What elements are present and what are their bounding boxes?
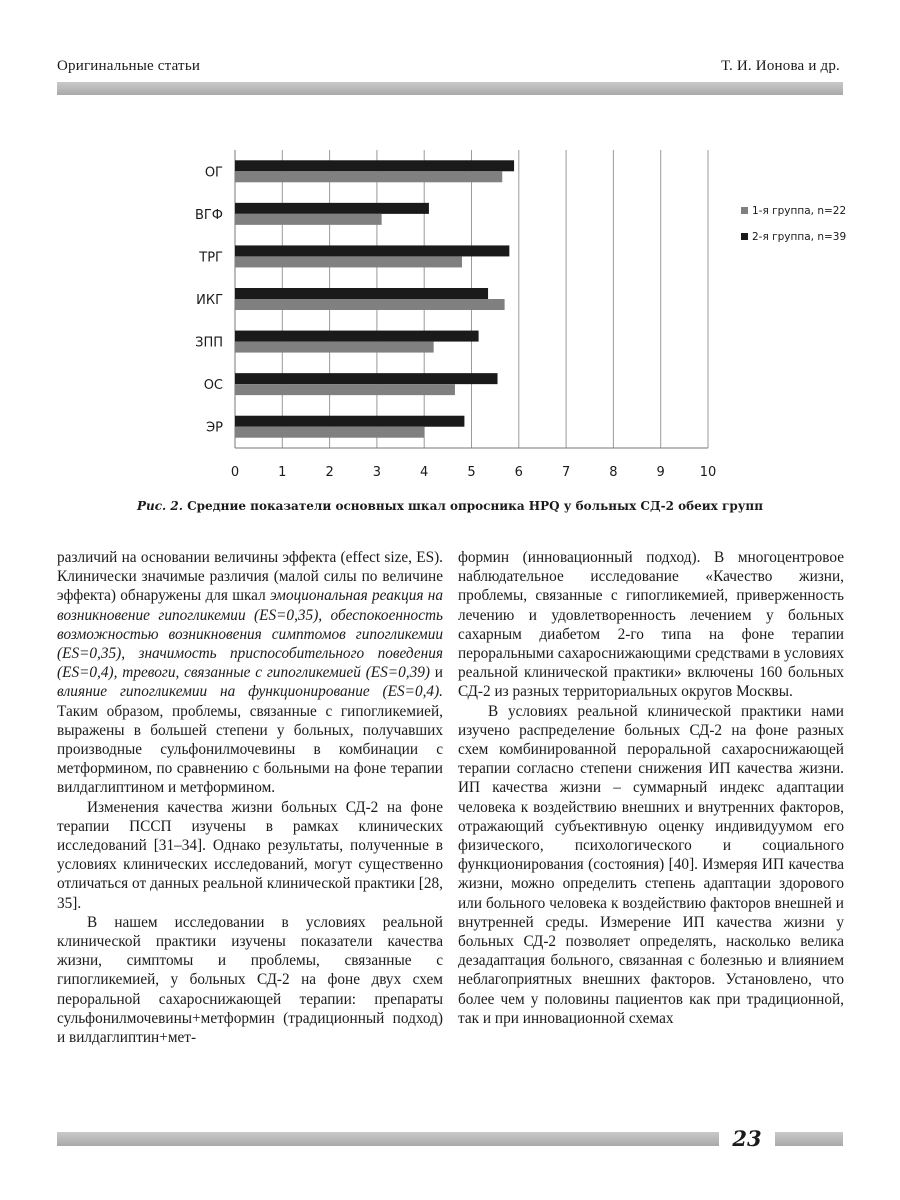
x-tick-label: 9 — [656, 465, 665, 480]
bar-chart — [0, 0, 900, 495]
category-label: ВГФ — [194, 207, 223, 223]
paragraph-4: формин (инновационный подход). В многоцентровое наблюдательное исследование «Качество жизни, проблемы, связанные с гипогликемией, приверженность лечению и удовлетворенность лечением у больных сахарным диабетом 2-го типа на фоне терапии пероральными сахароснижающими средствами в условиях реальной клинической практики» включены 160 больных СД-2 из разных территориальных округов Москвы. — [458, 549, 844, 701]
left-column — [57, 548, 443, 1047]
scales-list-italic: эмоциональная реакция на возникновение гипогликемии (ES=0,35), обеспокоенность возможностью возникновения симптомов гипогликемии (ES=0,35), значимость приспособительного поведения (ES=0,4), тревоги, связанные с гипогликемией (ES=0,39) — [57, 587, 443, 682]
figure-label: Рис. 2. — [136, 499, 183, 513]
x-tick-label: 7 — [561, 465, 571, 480]
x-tick-label: 3 — [372, 465, 382, 480]
category-label: ОС — [203, 378, 223, 394]
category-label: ТРГ — [199, 250, 223, 266]
conjunction-text: и — [429, 664, 443, 682]
x-tick-label: 0 — [230, 465, 240, 480]
category-label: ОГ — [204, 165, 223, 181]
bar-series-2 — [235, 288, 488, 299]
x-tick-label: 2 — [325, 465, 334, 480]
page-number: 23 — [732, 1126, 762, 1151]
category-label: ЭР — [206, 420, 223, 436]
legend-label: 1-я группа, n=22 — [752, 205, 847, 217]
bar-series-2 — [235, 331, 479, 342]
bar-series-1 — [235, 214, 382, 225]
bar-series-1 — [235, 427, 424, 438]
bar-series-2 — [235, 373, 498, 384]
paragraph-2: Изменения качества жизни больных СД-2 на фоне терапии ПССП изучены в рамках клинических исследований [31–34]. Однако результаты, полученные в условиях клинических исследований, могут существенно отличаться от данных реальной клинической практики [28, 35]. — [57, 798, 443, 912]
running-header-authors: Т. И. Ионова и др. — [721, 58, 840, 74]
right-column — [458, 548, 844, 1028]
scale-italic: влияние гипогликемии на функционирование (ES=0,4). — [57, 683, 443, 701]
legend-swatch — [741, 207, 748, 214]
conclusion-text: Таким образом, проблемы, связанные с гипогликемией, выражены в большей степени у больных, получавших производные сульфонилмочевины в комбинации с метформином, по сравнению с больными на фоне терапии вилдаглиптином и метформином. — [57, 702, 443, 797]
x-tick-label: 4 — [420, 465, 429, 480]
category-label: ИКГ — [196, 293, 223, 308]
running-header-section: Оригинальные статьи — [57, 58, 201, 74]
bar-series-1 — [235, 384, 455, 395]
figure-caption — [60, 497, 840, 515]
paragraph-1-text: различий на основании величины эффекта (effect size, ES). Клинически значимые различия (малой силы по величине эффекта) обнаружены для шкал — [57, 549, 443, 605]
x-tick-label: 5 — [467, 465, 476, 480]
figure-caption-text: Средние показатели основных шкал опросника HPQ у больных СД-2 обеих групп — [182, 499, 763, 513]
bar-series-2 — [235, 160, 514, 171]
bar-series-2 — [235, 245, 509, 256]
bar-series-1 — [235, 256, 462, 267]
legend-label: 2-я группа, n=39 — [752, 231, 847, 243]
paragraph-5: В условиях реальной клинической практики нами изучено распределение больных СД-2 на фоне разных схем комбинированной пероральной сахароснижающей терапии согласно степени снижения ИП качества жизни. ИП качества жизни – суммарный индекс адаптации человека к воздействию внешних и внутренних факторов, отражающий субъективную оценку индивидуумом его физического, психологического и социального функционирования (состояния) [40]. Измеряя ИП качества жизни, можно определить степень адаптации здорового или больного человека к воздействию факторов внешней и внутренней среды. Измерение ИП качества жизни у больных СД-2 позволяет определять, насколько велика дезадаптация больного, связанная с болезнью и влиянием неблагоприятных внешних факторов. Установлено, что более чем у половины пациентов как при традиционной, так и при инновационной схемах — [458, 702, 844, 1027]
bar-series-2 — [235, 203, 429, 214]
paragraph-3: В нашем исследовании в условиях реальной клинической практики изучены показатели качества жизни, симптомы и проблемы, связанные с гипогликемией, у больных СД-2 на фоне двух схем пероральной сахароснижающей терапии: препараты сульфонилмочевины+метформин (традиционный подход) и вилдаглиптин+мет- — [57, 913, 443, 1047]
x-tick-label: 10 — [699, 465, 717, 480]
x-tick-label: 1 — [278, 465, 287, 480]
bar-series-1 — [235, 171, 502, 182]
x-tick-label: 8 — [609, 465, 618, 480]
bar-series-2 — [235, 416, 464, 427]
paragraph-1 — [57, 548, 443, 798]
bar-series-1 — [235, 299, 505, 310]
footer-rule-left — [57, 1132, 719, 1146]
legend-swatch — [741, 233, 748, 240]
x-tick-label: 6 — [514, 465, 523, 480]
bar-series-1 — [235, 342, 434, 353]
footer-rule-right — [775, 1132, 843, 1146]
category-label: ЗПП — [195, 335, 223, 351]
